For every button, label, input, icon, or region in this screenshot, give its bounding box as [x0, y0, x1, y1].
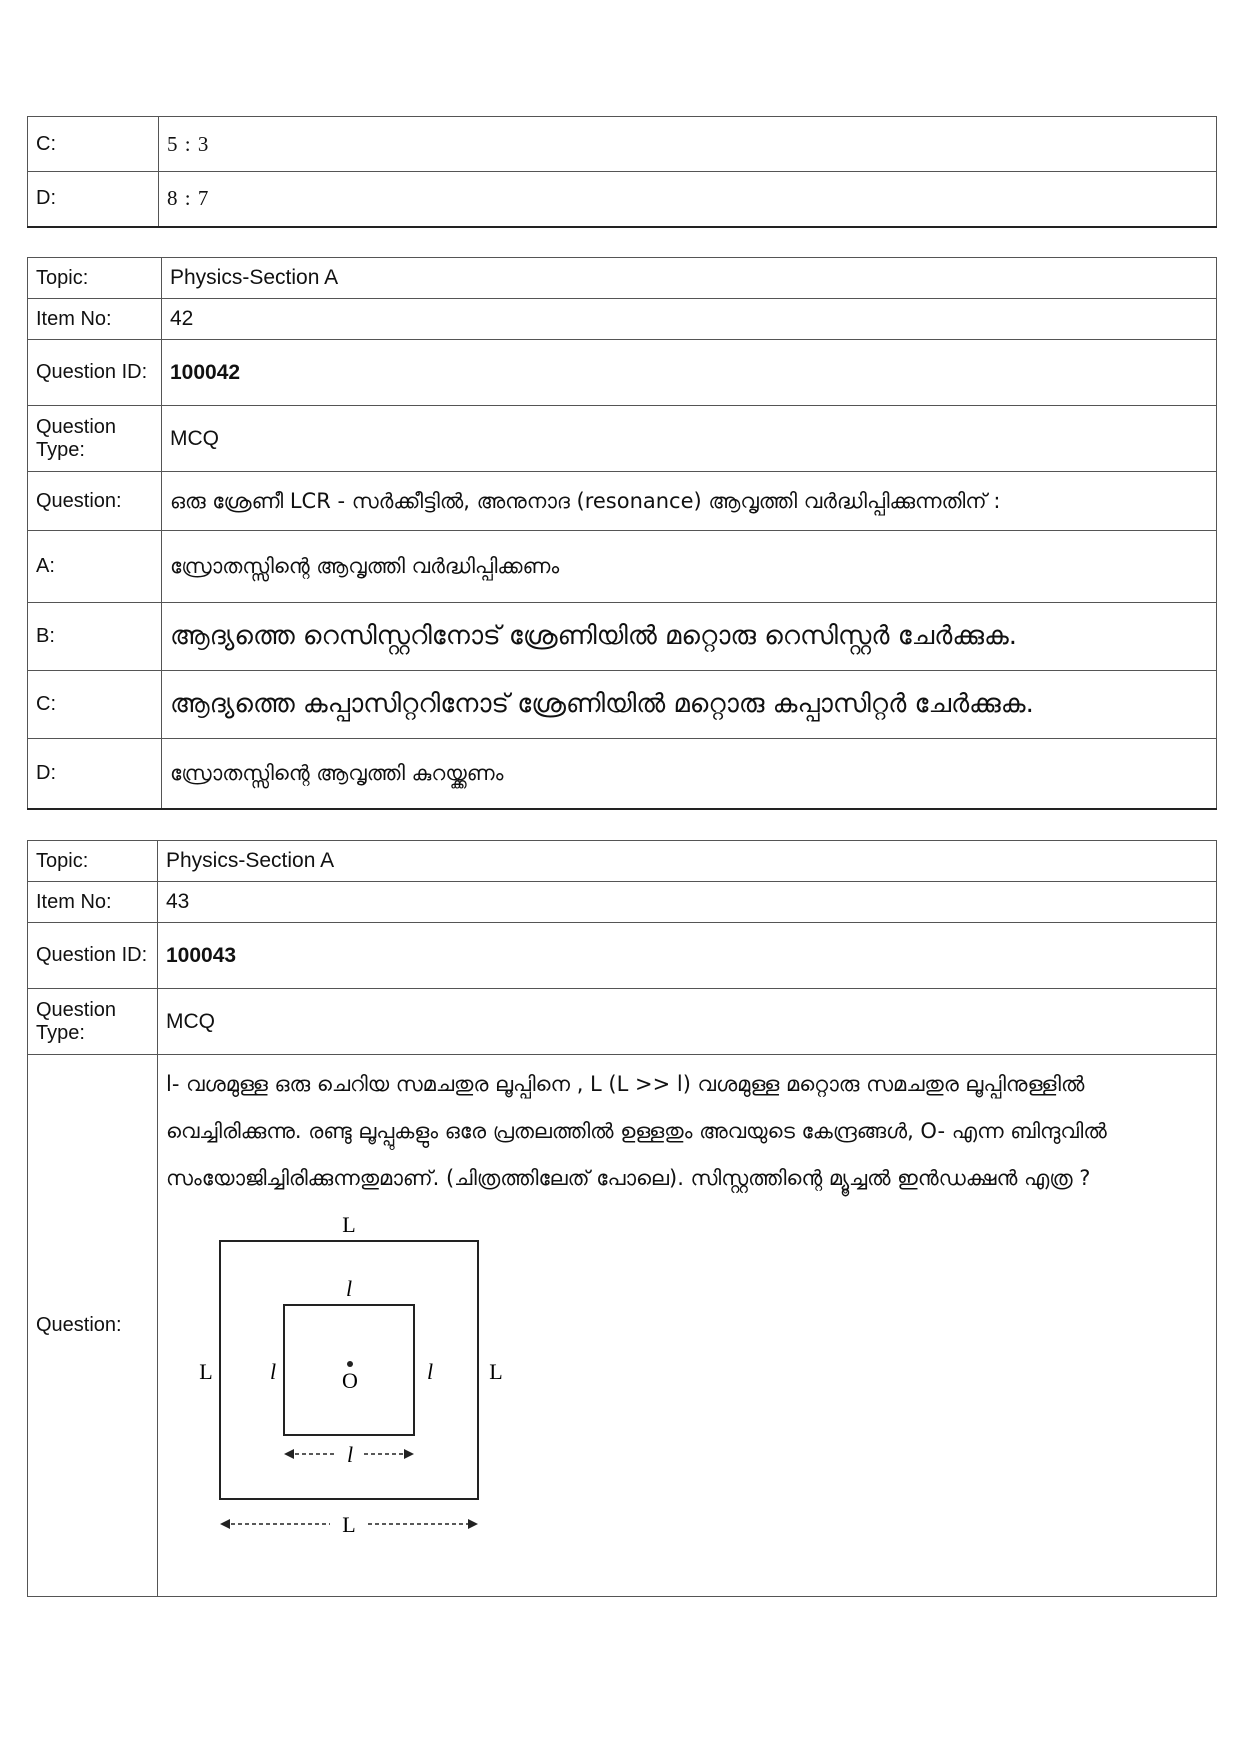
outer-arrowhead-left: [220, 1519, 230, 1529]
option-c-text: ആദ്യത്തെ കപ്പാസിറ്ററിനോട് ശ്രേണിയിൽ മറ്റൊരു കപ്പാസിറ്റർ ചേർക്കുക.: [162, 671, 1217, 739]
question-text: l- വശമുള്ള ഒരു ചെറിയ സമചതുര ലൂപ്പിനെ , L (L >> l) വശമുള്ള മറ്റൊരു സമചതുര ലൂപ്പിനുള്ളിൽ വെച്ചിരിക്കുന്നു. രണ്ടു ലൂപ്പുകളും ഒരേ പ്രതലത്തിൽ ഉള്ളതും അവയുടെ കേന്ദ്രങ്ങൾ, O- എന്ന ബിന്ദുവിൽ സംയോജിച്ചിരിക്കുന്നതുമാണ്. (ചിത്രത്തിലേത് പോലെ). സിസ്റ്റത്തിന്റെ മ്യൂച്ചൽ ഇൻഡക്ഷൻ എത്ര ?: [166, 1072, 1107, 1190]
item-no-label: Item No:: [28, 882, 158, 923]
option-a-text: സ്രോതസ്സിന്റെ ആവൃത്തി വർദ്ധിപ്പിക്കണം: [162, 531, 1217, 603]
topic-value: Physics-Section A: [162, 258, 1217, 299]
question-label: Question:: [28, 472, 162, 531]
option-c-label: C:: [28, 671, 162, 739]
option-d-label: D:: [28, 739, 162, 809]
nested-loops-figure: [184, 1216, 504, 1536]
question-type-value: MCQ: [158, 989, 1217, 1055]
outer-bottom-label: L: [342, 1512, 356, 1536]
inner-arrowhead-right: [404, 1449, 414, 1459]
inner-arrowhead-left: [284, 1449, 294, 1459]
topic-label: Topic:: [28, 841, 158, 882]
option-b-text: ആദ്യത്തെ റെസിസ്റ്ററിനോട് ശ്രേണിയിൽ മറ്റൊരു റെസിസ്റ്റർ ചേർക്കുക.: [162, 603, 1217, 671]
question-type-label: Question Type:: [28, 989, 158, 1055]
question-id-label: Question ID:: [28, 923, 158, 989]
prev-question-options: [27, 116, 1217, 228]
outer-top-label: L: [342, 1216, 356, 1237]
outer-left-label: L: [199, 1359, 213, 1384]
option-value: 8 : 7: [159, 172, 1217, 227]
option-row: [28, 172, 1217, 227]
item-no-label: Item No:: [28, 299, 162, 340]
option-row: [28, 117, 1217, 172]
item-no-value: 43: [158, 882, 1217, 923]
question-label: Question:: [28, 1055, 158, 1597]
option-label: C:: [28, 117, 159, 172]
question-text: ഒരു ശ്രേണീ LCR - സർക്കീട്ടിൽ, അനുനാദ (resonance) ആവൃത്തി വർദ്ധിപ്പിക്കുന്നതിന് :: [162, 472, 1217, 531]
option-value: 5 : 3: [159, 117, 1217, 172]
question-42-table: [27, 257, 1217, 810]
topic-value: Physics-Section A: [158, 841, 1217, 882]
option-b-label: B:: [28, 603, 162, 671]
option-a-label: A:: [28, 531, 162, 603]
option-d-text: സ്രോതസ്സിന്റെ ആവൃത്തി കുറയ്ക്കണം: [162, 739, 1217, 809]
inner-left-label: l: [269, 1359, 277, 1384]
question-type-value: MCQ: [162, 406, 1217, 472]
inner-right-label: l: [426, 1359, 434, 1384]
question-id-value: 100043: [158, 923, 1217, 989]
inner-bottom-label: l: [346, 1442, 354, 1467]
outer-right-label: L: [489, 1359, 503, 1384]
question-43-table: [27, 840, 1217, 1597]
outer-arrowhead-right: [468, 1519, 478, 1529]
topic-label: Topic:: [28, 258, 162, 299]
question-cell: [158, 1055, 1217, 1597]
question-id-value: 100042: [162, 340, 1217, 406]
inner-top-label: l: [345, 1276, 353, 1301]
center-label: O: [342, 1368, 358, 1393]
question-type-label: Question Type:: [28, 406, 162, 472]
option-label: D:: [28, 172, 159, 227]
center-dot: [347, 1361, 353, 1367]
item-no-value: 42: [162, 299, 1217, 340]
question-id-label: Question ID:: [28, 340, 162, 406]
